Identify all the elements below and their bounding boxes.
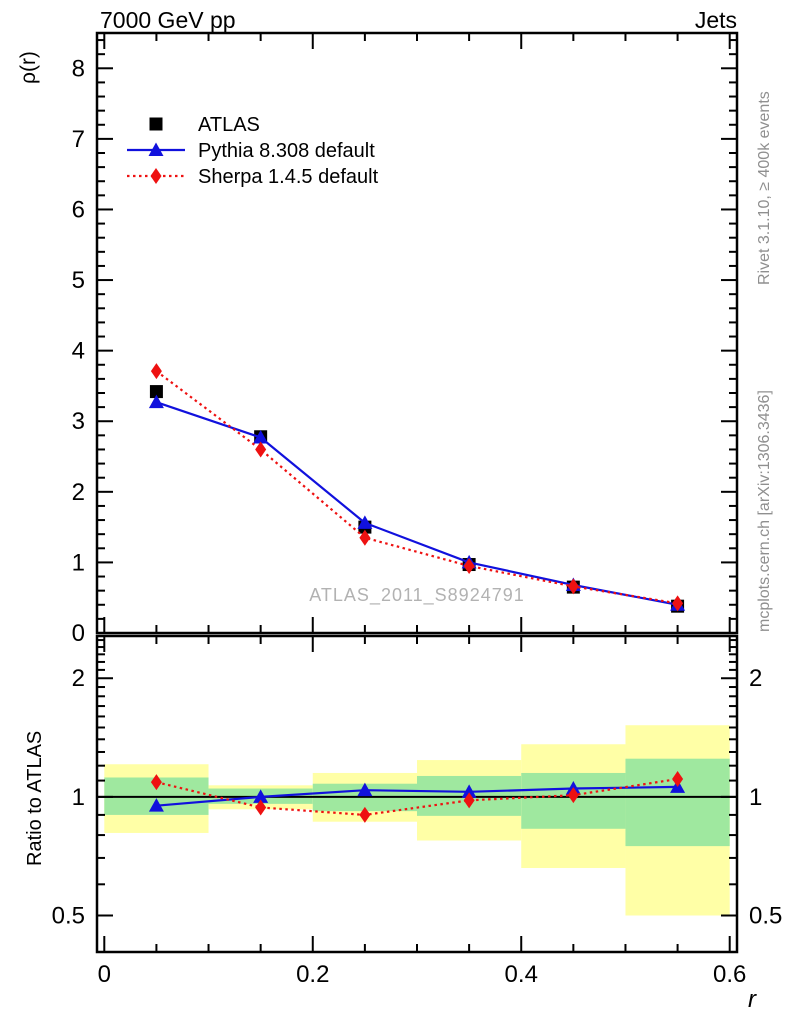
x-tick-label: 0.6 <box>713 961 747 988</box>
data-point-Sherpa <box>151 363 162 379</box>
y-axis-label-ratio: Ratio to ATLAS <box>24 730 46 866</box>
ratio-y-tick-label: 0.5 <box>749 902 783 930</box>
ratio-y-tick-label: 0.5 <box>51 902 85 930</box>
legend-label-Pythia: Pythia 8.308 default <box>198 140 375 162</box>
x-tick-label: 0.4 <box>504 961 538 988</box>
data-point-Sherpa <box>255 441 266 457</box>
series-line-Sherpa <box>156 371 677 603</box>
y-tick-label: 5 <box>71 267 85 295</box>
y-tick-label: 4 <box>71 337 85 365</box>
legend-marker-Sherpa <box>151 168 162 184</box>
x-tick-label: 0 <box>97 961 111 988</box>
y-tick-label: 0 <box>71 620 85 647</box>
ratio-y-tick-label: 2 <box>71 665 85 693</box>
legend-label-ATLAS: ATLAS <box>198 114 260 136</box>
side-annotation-mcplots: mcplots.cern.ch [arXiv:1306.3436] <box>756 390 773 632</box>
plot-title-left: 7000 GeV pp <box>100 7 236 33</box>
x-tick-label: 0.2 <box>296 961 330 988</box>
y-tick-label: 1 <box>71 549 85 577</box>
analysis-watermark: ATLAS_2011_S8924791 <box>309 585 525 605</box>
ratio-y-tick-label: 1 <box>749 783 763 811</box>
side-annotation-rivet: Rivet 3.1.10, ≥ 400k events <box>756 91 773 285</box>
series-line-Pythia <box>156 402 677 605</box>
y-axis-label-main: ρ(r) <box>17 51 40 84</box>
y-tick-label: 2 <box>71 478 85 506</box>
ratio-y-tick-label: 2 <box>749 665 763 693</box>
y-tick-label: 7 <box>71 125 85 153</box>
y-tick-label: 8 <box>71 55 85 83</box>
legend-marker-ATLAS <box>150 118 163 131</box>
ratio-y-tick-label: 1 <box>71 783 85 811</box>
legend-label-Sherpa: Sherpa 1.4.5 default <box>198 166 379 188</box>
x-axis-label: r <box>748 986 756 1013</box>
y-tick-label: 3 <box>71 408 85 436</box>
plot-title-right: Jets <box>694 7 737 33</box>
y-tick-label: 6 <box>71 196 85 224</box>
